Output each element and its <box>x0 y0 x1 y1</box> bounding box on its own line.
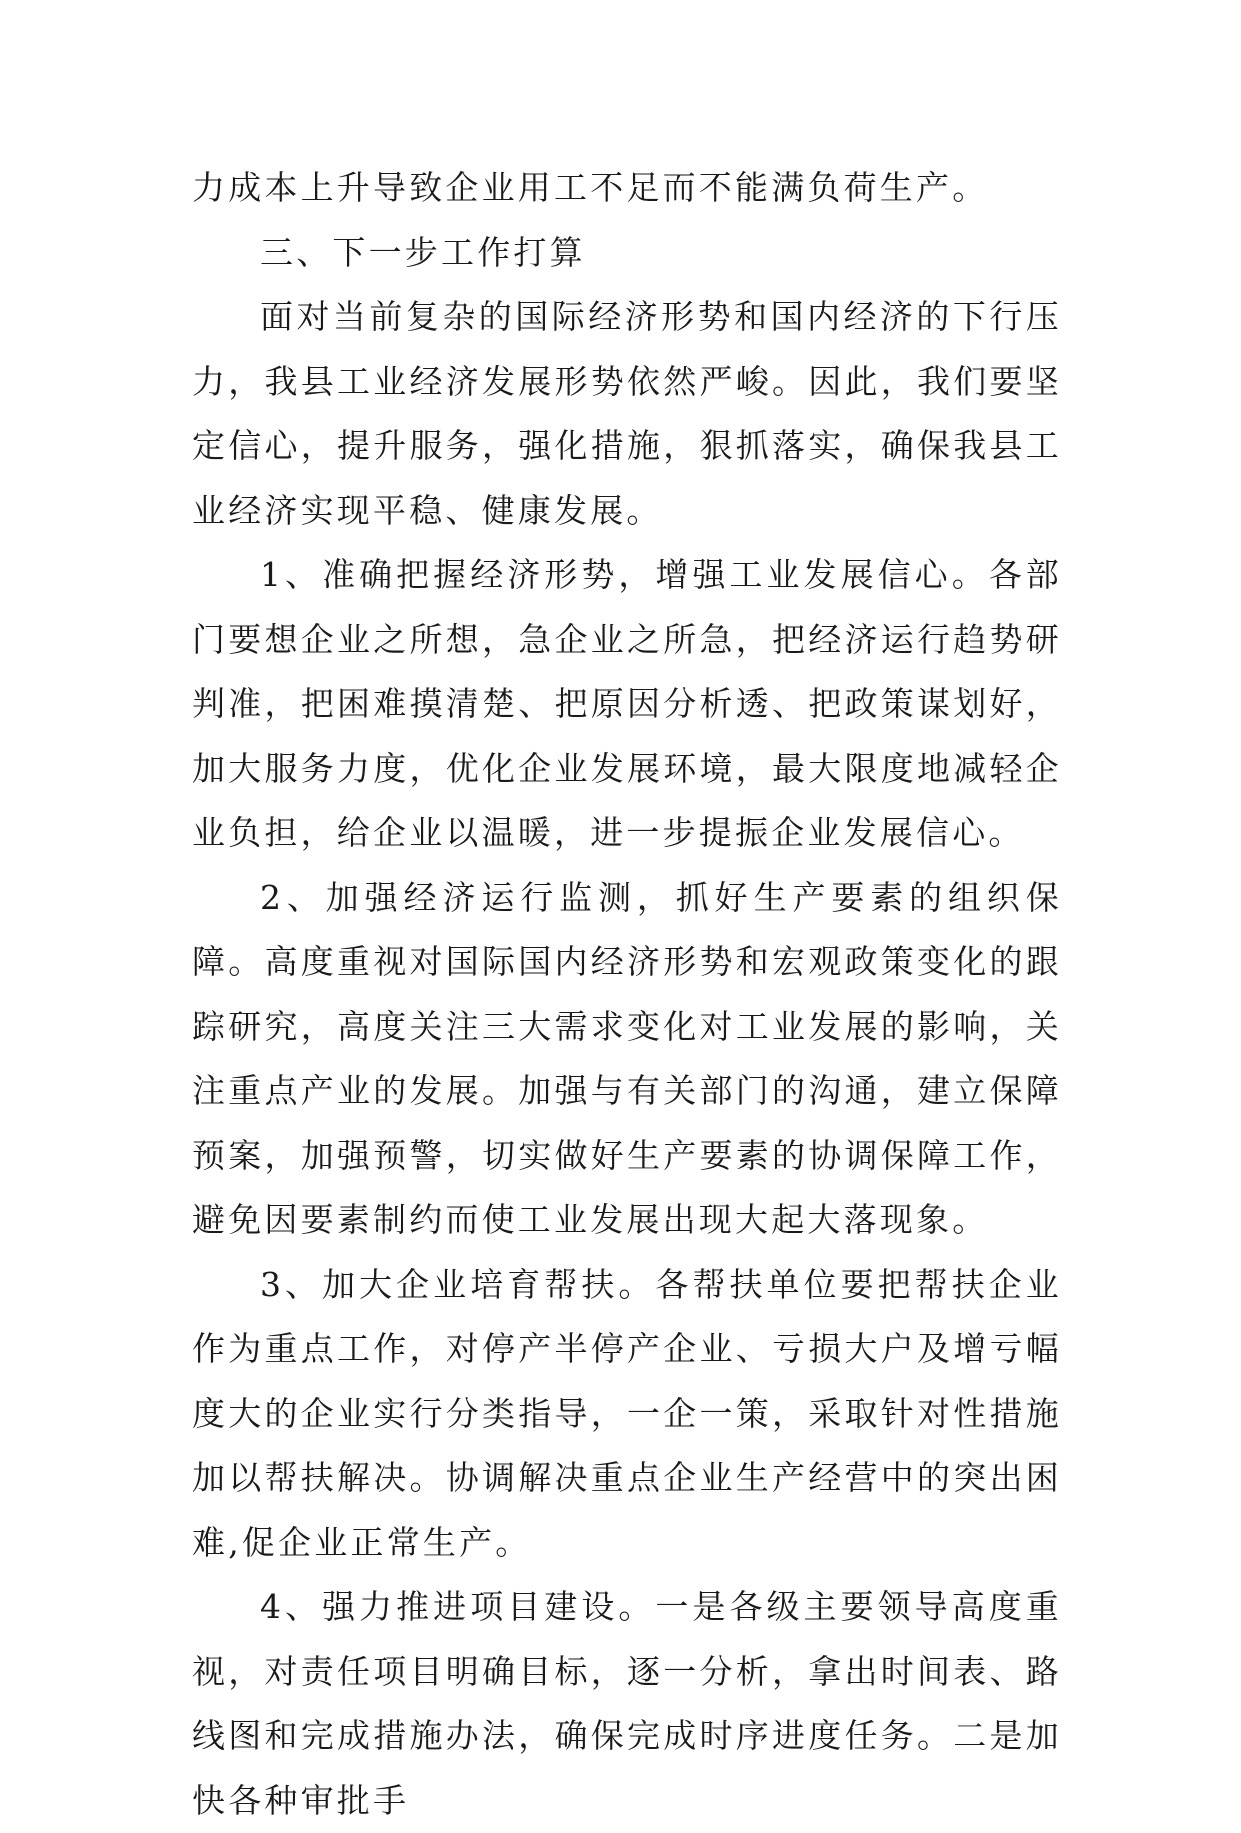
paragraph-item-4: 4、强力推进项目建设。一是各级主要领导高度重视，对责任项目明确目标，逐一分析，拿出时间表、路线图和完成措施办法，确保完成时序进度任务。二是加快各种审批手 <box>192 1587 1062 1820</box>
paragraph-continuation: 力成本上升导致企业用工不足而不能满负荷生产。 <box>192 168 989 207</box>
paragraph-item-1: 1、准确把握经济形势，增强工业发展信心。各部门要想企业之所想，急企业之所急，把经济运行趋势研判准，把困难摸清楚、把原因分析透、把政策谋划好，加大服务力度，优化企业发展环境，最大限度地减轻企业负担，给企业以温暖，进一步提振企业发展信心。 <box>192 555 1062 852</box>
section-heading: 三、下一步工作打算 <box>260 232 586 272</box>
paragraph-intro: 面对当前复杂的国际经济形势和国内经济的下行压力，我县工业经济发展形势依然严峻。因此，我们要坚定信心，提升服务，强化措施，狠抓落实，确保我县工业经济实现平稳、健康发展。 <box>192 297 1062 530</box>
paragraph-item-3: 3、加大企业培育帮扶。各帮扶单位要把帮扶企业作为重点工作，对停产半停产企业、亏损大户及增亏幅度大的企业实行分类指导，一企一策，采取针对性措施加以帮扶解决。协调解决重点企业生产经营中的突出困难,促企业正常生产。 <box>192 1264 1062 1562</box>
document-body <box>192 156 1062 1833</box>
paragraph-item-2: 2、加强经济运行监测，抓好生产要素的组织保障。高度重视对国际国内经济形势和宏观政策变化的跟踪研究，高度关注三大需求变化对工业发展的影响，关注重点产业的发展。加强与有关部门的沟通，建立保障预案，加强预警，切实做好生产要素的协调保障工作，避免因要素制约而使工业发展出现大起大落现象。 <box>192 877 1062 1239</box>
